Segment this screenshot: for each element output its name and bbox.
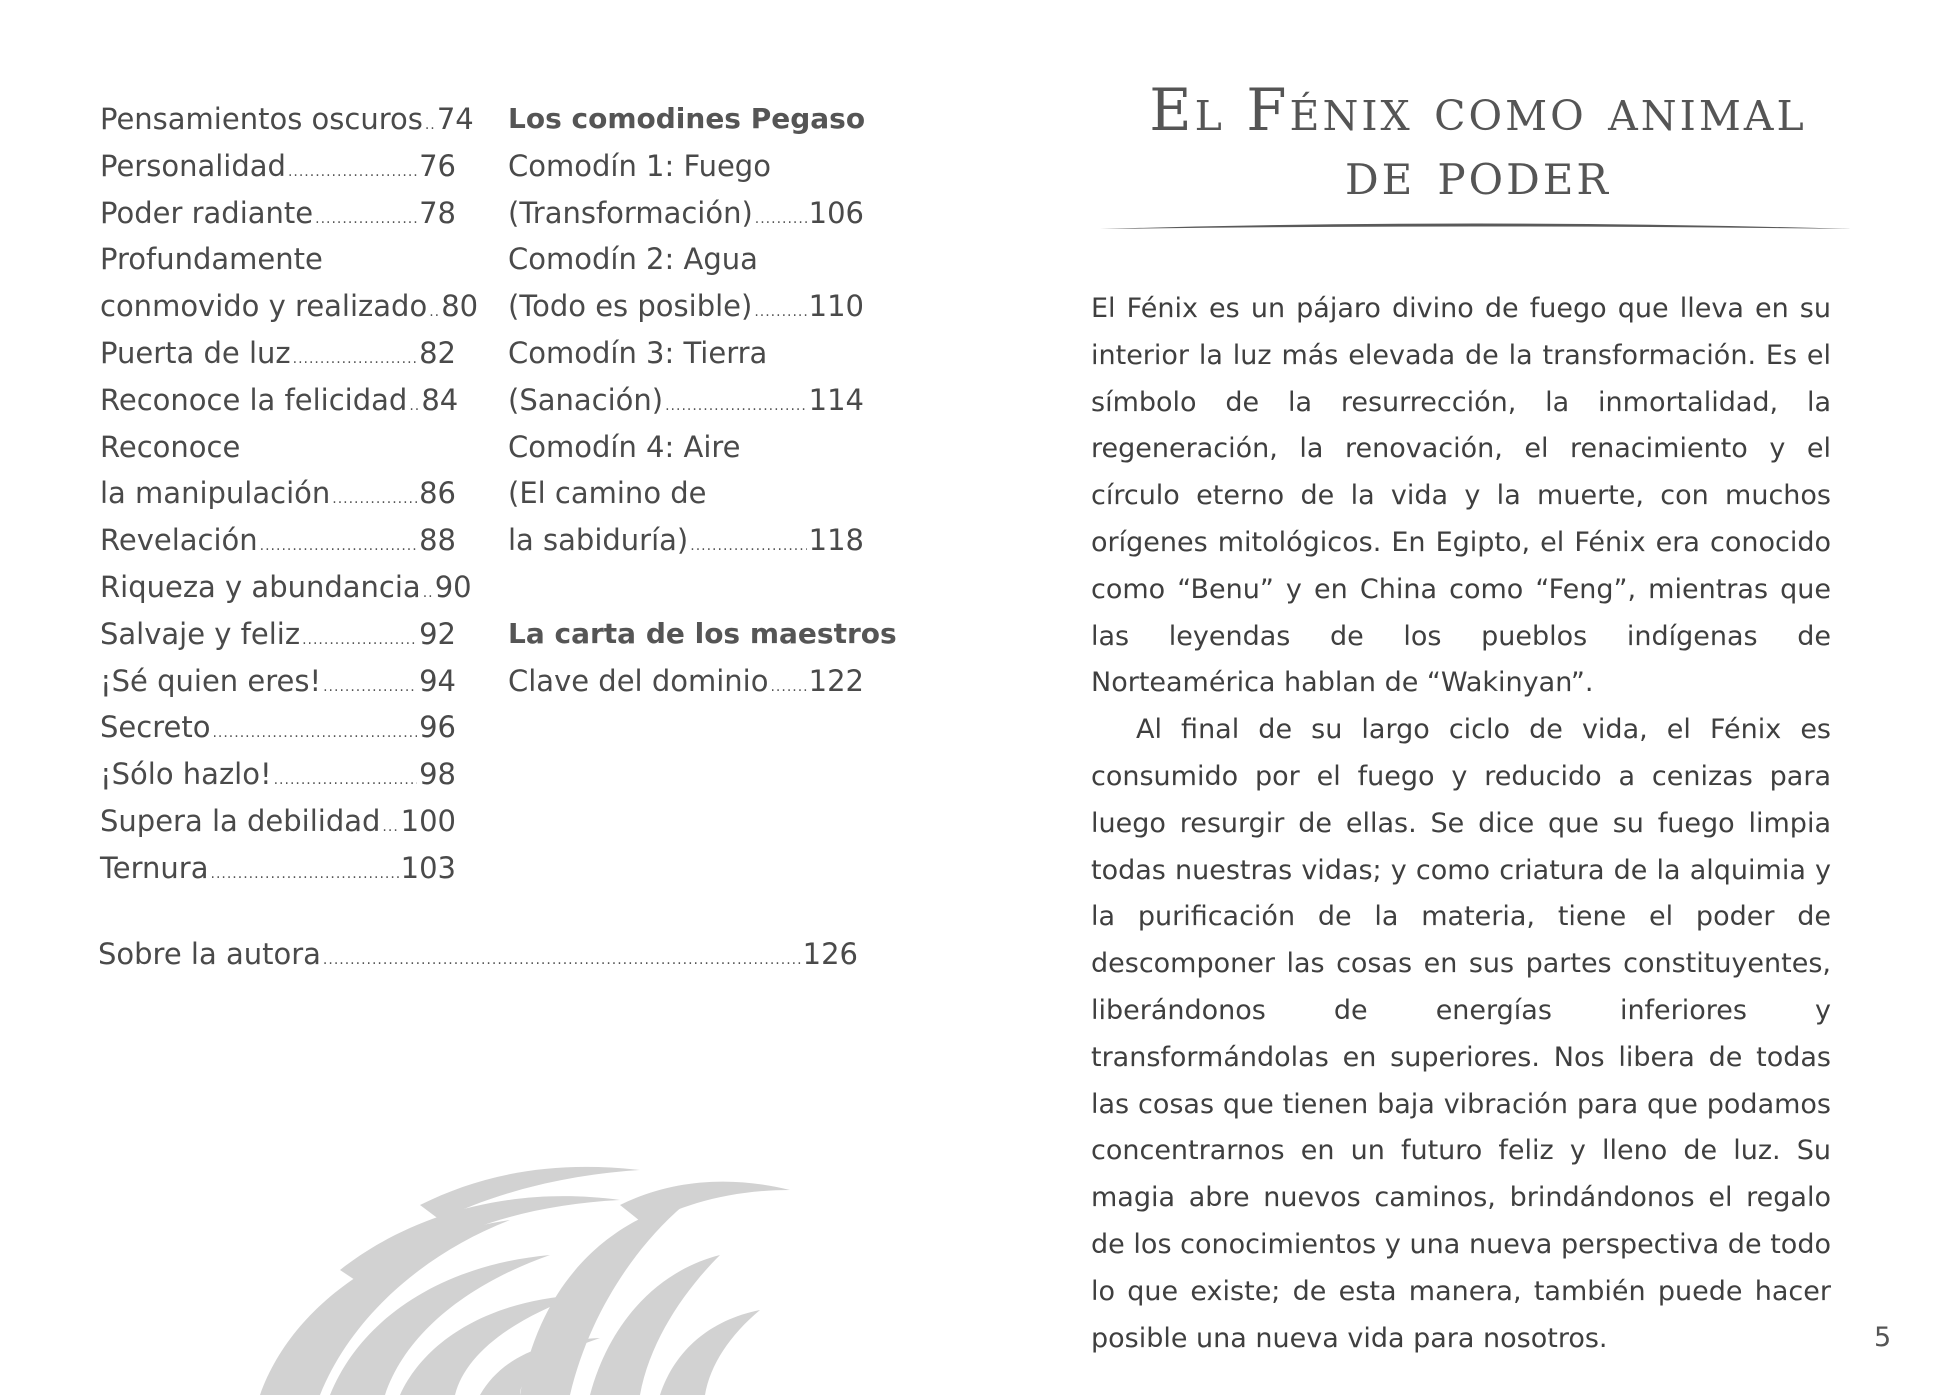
- toc-leader-dots: [690, 523, 806, 570]
- toc-column-1: [100, 96, 479, 892]
- toc-entry-line[interactable]: Reconoce: [100, 429, 241, 464]
- toc-entry[interactable]: [100, 517, 456, 564]
- title-underline-swash: [1100, 220, 1852, 236]
- toc-spacer: [508, 564, 864, 611]
- toc-entry[interactable]: [508, 658, 864, 705]
- toc-entry[interactable]: [100, 190, 456, 237]
- toc-column-2: [508, 96, 897, 704]
- toc-leader-dots: [755, 196, 807, 243]
- toc-entry-page: 98: [419, 757, 456, 792]
- toc-entry-page: 76: [419, 148, 456, 183]
- toc-entry-page: 126: [802, 937, 858, 971]
- toc-entry-title: (Transformación): [508, 195, 753, 230]
- toc-entry[interactable]: [508, 190, 864, 237]
- toc-entry[interactable]: [100, 330, 456, 377]
- toc-leader-dots: [429, 289, 439, 336]
- toc-entry-page: 94: [419, 663, 456, 698]
- decorative-feather-swirl: [220, 1160, 800, 1395]
- toc-entry-line[interactable]: Comodín 1: Fuego: [508, 148, 771, 183]
- toc-entry-title: Supera la debilidad: [100, 803, 381, 838]
- toc-leader-dots: [260, 523, 417, 570]
- toc-entry-title: Poder radiante: [100, 195, 314, 230]
- toc-leader-dots: [323, 952, 801, 968]
- toc-leader-dots: [425, 102, 435, 149]
- toc-entry-page: 118: [808, 523, 864, 558]
- toc-leader-dots: [212, 710, 417, 757]
- toc-leader-dots: [274, 757, 418, 804]
- toc-entry-page: 100: [400, 803, 456, 838]
- toc-entry-page: 88: [419, 523, 456, 558]
- toc-entry[interactable]: [100, 564, 472, 611]
- toc-entry-line[interactable]: Comodín 4: Aire: [508, 429, 741, 464]
- toc-entry-page: 84: [421, 382, 459, 417]
- article-title: [1098, 76, 1858, 209]
- toc-entry-line[interactable]: Profundamente: [100, 242, 323, 277]
- toc-entry[interactable]: [100, 470, 456, 517]
- toc-entry[interactable]: [100, 611, 456, 658]
- toc-leader-dots: [332, 476, 417, 523]
- toc-entry[interactable]: [508, 377, 864, 424]
- toc-entry-title: conmovido y realizado: [100, 289, 428, 324]
- toc-entry-title: Secreto: [100, 710, 211, 745]
- toc-entry-page: 122: [808, 663, 864, 698]
- right-page: [978, 0, 1957, 1395]
- toc-entry-page: 82: [419, 335, 456, 370]
- toc-entry-page: 86: [419, 476, 456, 511]
- toc-entry-page: 92: [419, 616, 456, 651]
- toc-entry-title: Ternura: [100, 850, 209, 885]
- toc-section-heading: Los comodines Pegaso: [508, 102, 866, 135]
- toc-entry-title: Pensamientos oscuros: [100, 102, 423, 136]
- toc-entry[interactable]: [100, 751, 456, 798]
- toc-entry-title: Riqueza y abundancia: [100, 569, 421, 604]
- toc-entry[interactable]: [100, 96, 474, 143]
- title-line-1: El Fénix como animal: [1149, 76, 1807, 144]
- toc-leader-dots: [665, 383, 807, 430]
- toc-leader-dots: [315, 196, 417, 243]
- toc-leader-dots: [754, 289, 806, 336]
- toc-entry-title: (Todo es posible): [508, 289, 753, 324]
- toc-entry[interactable]: [100, 798, 456, 845]
- toc-entry-page: 90: [434, 569, 472, 604]
- toc-entry-title: Salvaje y feliz: [100, 616, 301, 651]
- toc-entry-page: 96: [419, 710, 456, 745]
- toc-leader-dots: [288, 149, 417, 196]
- toc-entry-line[interactable]: Comodín 3: Tierra: [508, 335, 768, 370]
- toc-entry-title: la manipulación: [100, 476, 331, 511]
- toc-leader-dots: [409, 383, 419, 430]
- toc-leader-dots: [423, 570, 433, 617]
- toc-entry[interactable]: [100, 658, 456, 705]
- toc-leader-dots: [293, 336, 417, 383]
- toc-entry-page: 110: [808, 289, 864, 324]
- toc-entry[interactable]: [508, 283, 864, 330]
- toc-entry-line[interactable]: Comodín 2: Agua: [508, 242, 758, 277]
- toc-leader-dots: [323, 664, 417, 711]
- toc-leader-dots: [770, 664, 806, 711]
- toc-entry-title: ¡Sólo hazlo!: [100, 757, 272, 792]
- toc-entry-title: la sabiduría): [508, 523, 689, 558]
- toc-entry[interactable]: [100, 143, 456, 190]
- page-number: 5: [1874, 1322, 1892, 1353]
- toc-leader-dots: [382, 804, 398, 851]
- toc-entry-line[interactable]: (El camino de: [508, 476, 707, 511]
- toc-entry-page: 106: [808, 195, 864, 230]
- toc-entry-title: Personalidad: [100, 148, 286, 183]
- toc-entry[interactable]: [508, 517, 864, 564]
- toc-leader-dots: [302, 617, 417, 664]
- title-line-2: de poder: [1344, 139, 1612, 209]
- toc-entry-title: Reconoce la felicidad: [100, 382, 408, 417]
- toc-entry-page: 78: [419, 195, 456, 230]
- toc-entry-page: 74: [436, 102, 474, 136]
- toc-entry-title: Puerta de luz: [100, 335, 291, 370]
- toc-entry-page: 80: [441, 289, 479, 324]
- toc-entry-title: Sobre la autora: [98, 937, 321, 971]
- toc-section-heading: La carta de los maestros: [508, 616, 897, 650]
- toc-leader-dots: [211, 851, 399, 898]
- toc-entry-title: Clave del dominio: [508, 663, 769, 698]
- article-paragraph: Al final de su largo ciclo de vida, el Fénix es consumido por el fuego y reducido a cenizas para luego resurgir de ellas. Se dice que su fuego limpia todas nuestras vidas; y como criatura de la alquimia y la purificación de la materia, tiene el poder de descomponer las cosas en sus partes constituyentes, liberándonos de energías inferiores y transformándolas en superiores. Nos libera de todas las cosas que tienen baja vibración para que podamos concentrarnos en un futuro feliz y lleno de luz. Su magia abre nuevos caminos, brindándonos el regalo de los conocimientos y una nueva perspectiva de todo lo que existe; de esta manera, también puede hacer posible una nueva vida para nosotros.: [1091, 714, 1831, 1354]
- toc-entry[interactable]: [100, 845, 456, 892]
- toc-entry-title: ¡Sé quien eres!: [100, 663, 322, 698]
- toc-entry-title: Revelación: [100, 523, 258, 558]
- toc-entry[interactable]: [100, 283, 479, 330]
- toc-entry[interactable]: [100, 704, 456, 751]
- toc-entry-page: 103: [400, 850, 456, 885]
- article-paragraph: El Fénix es un pájaro divino de fuego que lleva en su interior la luz más elevada de la transformación. Es el símbolo de la resurrección, la inmortalidad, la regeneración, la renovación, el renacimiento y el círculo eterno de la vida y la muerte, con muchos orígenes mitológicos. En Egipto, el Fénix era conocido como “Benu” y en China como “Feng”, mientras que las leyendas de los pueblos indígenas de Norteamérica hablan de “Wakinyan”.: [1091, 293, 1831, 699]
- left-page: [0, 0, 978, 1395]
- article-body: [1091, 286, 1831, 1362]
- toc-entry-page: 114: [808, 382, 864, 417]
- toc-entry-about-author[interactable]: [98, 937, 858, 984]
- toc-entry[interactable]: [100, 377, 459, 424]
- toc-entry-title: (Sanación): [508, 382, 664, 417]
